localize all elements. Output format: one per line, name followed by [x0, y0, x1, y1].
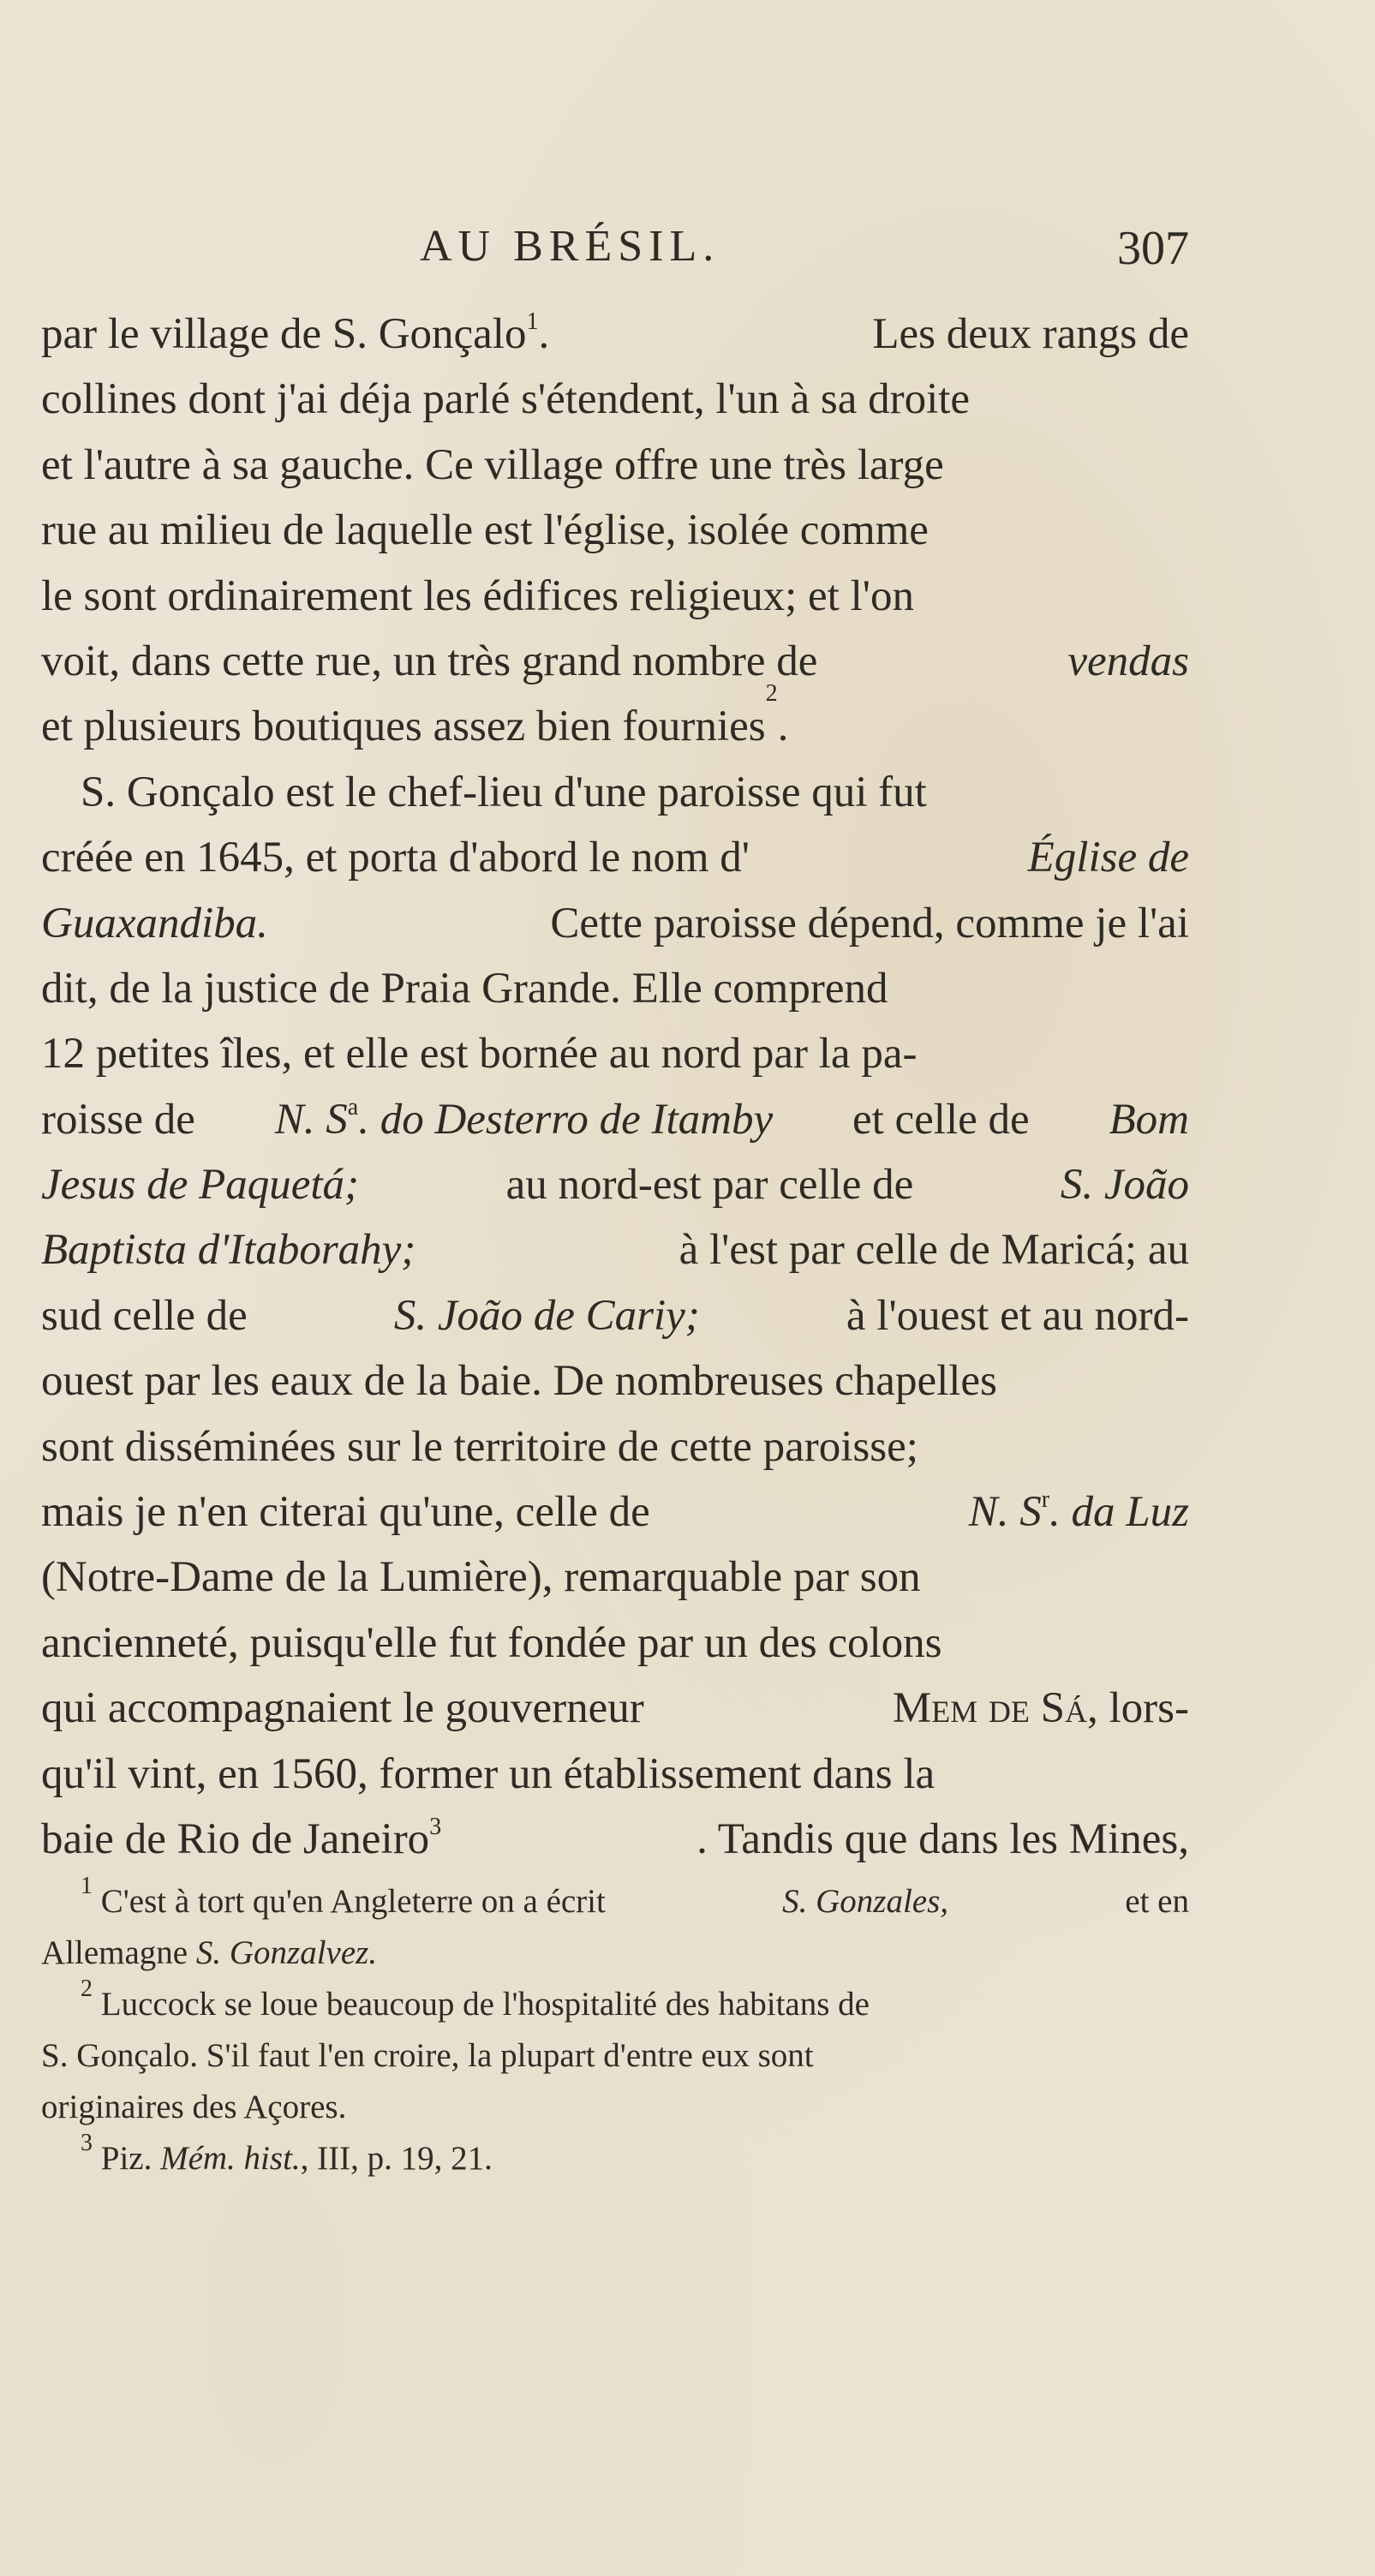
text-line: [41, 1807, 1189, 1872]
text-line: S. Gonçalo est le chef-lieu d'une paroisse qui fut: [81, 768, 927, 816]
italic-term: Bom: [1109, 1095, 1189, 1144]
text-line: 12 petites îles, et elle est bornée au nord par la pa-: [41, 1030, 918, 1079]
footnote-mark: 3: [81, 2130, 93, 2156]
text-fragment: et plusieurs boutiques assez bien fournies: [41, 702, 766, 751]
text-fragment: , lors-: [1087, 1684, 1189, 1733]
text-fragment: Les deux rangs de: [872, 310, 1189, 358]
footnote-3-line: [41, 2130, 1189, 2185]
text-fragment: par le village de S. Gonçalo: [41, 310, 527, 358]
text-fragment: à l'ouest et au nord-: [846, 1291, 1189, 1340]
text-line: qu'il vint, en 1560, former un établissement dans la: [41, 1749, 936, 1798]
text-fragment: et celle de: [852, 1095, 1030, 1144]
text-line: [41, 1479, 1189, 1545]
footnote-ref: 2: [765, 680, 778, 708]
text-fragment: Cette paroisse dépend, comme je l'ai: [550, 899, 1189, 947]
text-line: ouest par les eaux de la baie. De nombreuses chapelles: [41, 1357, 997, 1406]
footnote-ref: 1: [526, 308, 539, 335]
text-fragment: roisse de: [41, 1095, 195, 1144]
italic-term: Église de: [1027, 834, 1189, 882]
footnotes: [41, 1873, 1189, 2185]
footnote-1-line: [41, 1928, 1189, 1979]
text-line: par le village de S. Gonçalo$^1$. Les deux rangs de: [41, 302, 1189, 367]
text-fragment: au nord-est par celle de: [505, 1161, 914, 1210]
text-line: [41, 1087, 1189, 1152]
footnote-2-line: S. Gonçalo. S'il faut l'en croire, la plupart d'entre eux sont: [41, 2037, 814, 2074]
italic-term: vendas: [1067, 637, 1189, 685]
text-line: sont disséminées sur le territoire de cette paroisse;: [41, 1422, 918, 1471]
small-caps-name: Mem de Sá: [892, 1684, 1088, 1733]
text-fragment: à l'est par celle de Maricá; au: [679, 1226, 1189, 1275]
text-line: rue au milieu de laquelle est l'église, isolée comme: [41, 506, 929, 555]
text-fragment: qui accompagnaient le gouverneur: [41, 1684, 644, 1733]
text-line: [41, 1152, 1189, 1217]
text-fragment: C'est à tort qu'en Angleterre on a écrit: [100, 1883, 606, 1920]
italic-term: S. Gonzales,: [782, 1883, 949, 1920]
page-number: 307: [1117, 222, 1189, 275]
text-fragment: baie de Rio de Janeiro: [41, 1814, 430, 1863]
text-line: ancienneté, puisqu'elle fut fondée par un des colons: [41, 1618, 942, 1667]
text-fragment: . Tandis que dans les Mines,: [696, 1814, 1189, 1863]
text-line: et plusieurs boutiques assez bien fournies 2 .: [41, 694, 1189, 759]
text-line: [41, 1283, 1189, 1348]
italic-term: Baptista d'Itaborahy;: [41, 1226, 416, 1275]
text-line: et l'autre à sa gauche. Ce village offre une très large: [41, 440, 944, 489]
text-line: [41, 1217, 1189, 1282]
text-fragment: mais je n'en citerai qu'une, celle de: [41, 1488, 650, 1537]
italic-term: S. Gonzalvez.: [195, 1934, 378, 1971]
text-line: [41, 891, 1189, 956]
italic-term: S. João de Cariy;: [393, 1291, 700, 1340]
footnote-2-line: [41, 1975, 1189, 2030]
italic-term: Guaxandiba.: [41, 899, 268, 947]
page-header: [41, 221, 1189, 290]
text-fragment: Piz.: [100, 2140, 152, 2177]
text-fragment: et en: [1125, 1883, 1189, 1920]
text-fragment: voit, dans cette rue, un très grand nombre de: [41, 637, 818, 685]
footnote-mark: 1: [81, 1873, 93, 1899]
footnote-1-line: [41, 1873, 1189, 1928]
superscript: r: [1041, 1486, 1050, 1514]
italic-term: . da Luz: [1049, 1488, 1189, 1537]
text-fragment: créée en 1645, et porta d'abord le nom d': [41, 834, 750, 882]
text-line: (Notre-Dame de la Lumière), remarquable par son: [41, 1553, 921, 1602]
running-title: AU BRÉSIL.: [420, 222, 720, 271]
text-line: le sont ordinairement les édifices religieux; et l'on: [41, 571, 914, 620]
italic-term: Jesus de Paquetá;: [41, 1161, 360, 1210]
footnote-ref: 3: [429, 1813, 442, 1840]
text-fragment: Luccock se loue beaucoup de l'hospitalité des habitans de: [100, 1986, 870, 2023]
italic-term: N. S: [274, 1095, 348, 1144]
text-line: [41, 629, 1189, 694]
italic-term: . do Desterro de Itamby: [358, 1095, 774, 1144]
footnote-2-line: originaires des Açores.: [41, 2089, 347, 2125]
italic-term: S. João: [1060, 1161, 1189, 1210]
footnote-mark: 2: [81, 1975, 93, 2002]
text-fragment: sud celle de: [41, 1291, 248, 1340]
italic-term: N. S: [968, 1488, 1042, 1537]
text-line: [41, 825, 1189, 890]
text-line: collines dont j'ai déja parlé s'étendent, l'un à sa droite: [41, 375, 971, 424]
superscript: a: [347, 1093, 359, 1121]
text-line: [41, 1676, 1189, 1741]
italic-term: Mém. hist.: [160, 2140, 301, 2177]
text-line: dit, de la justice de Praia Grande. Elle comprend: [41, 964, 888, 1013]
text-fragment: Allemagne: [41, 1934, 188, 1971]
body-text: [41, 302, 1189, 1872]
text-fragment: , III, p. 19, 21.: [300, 2140, 493, 2177]
